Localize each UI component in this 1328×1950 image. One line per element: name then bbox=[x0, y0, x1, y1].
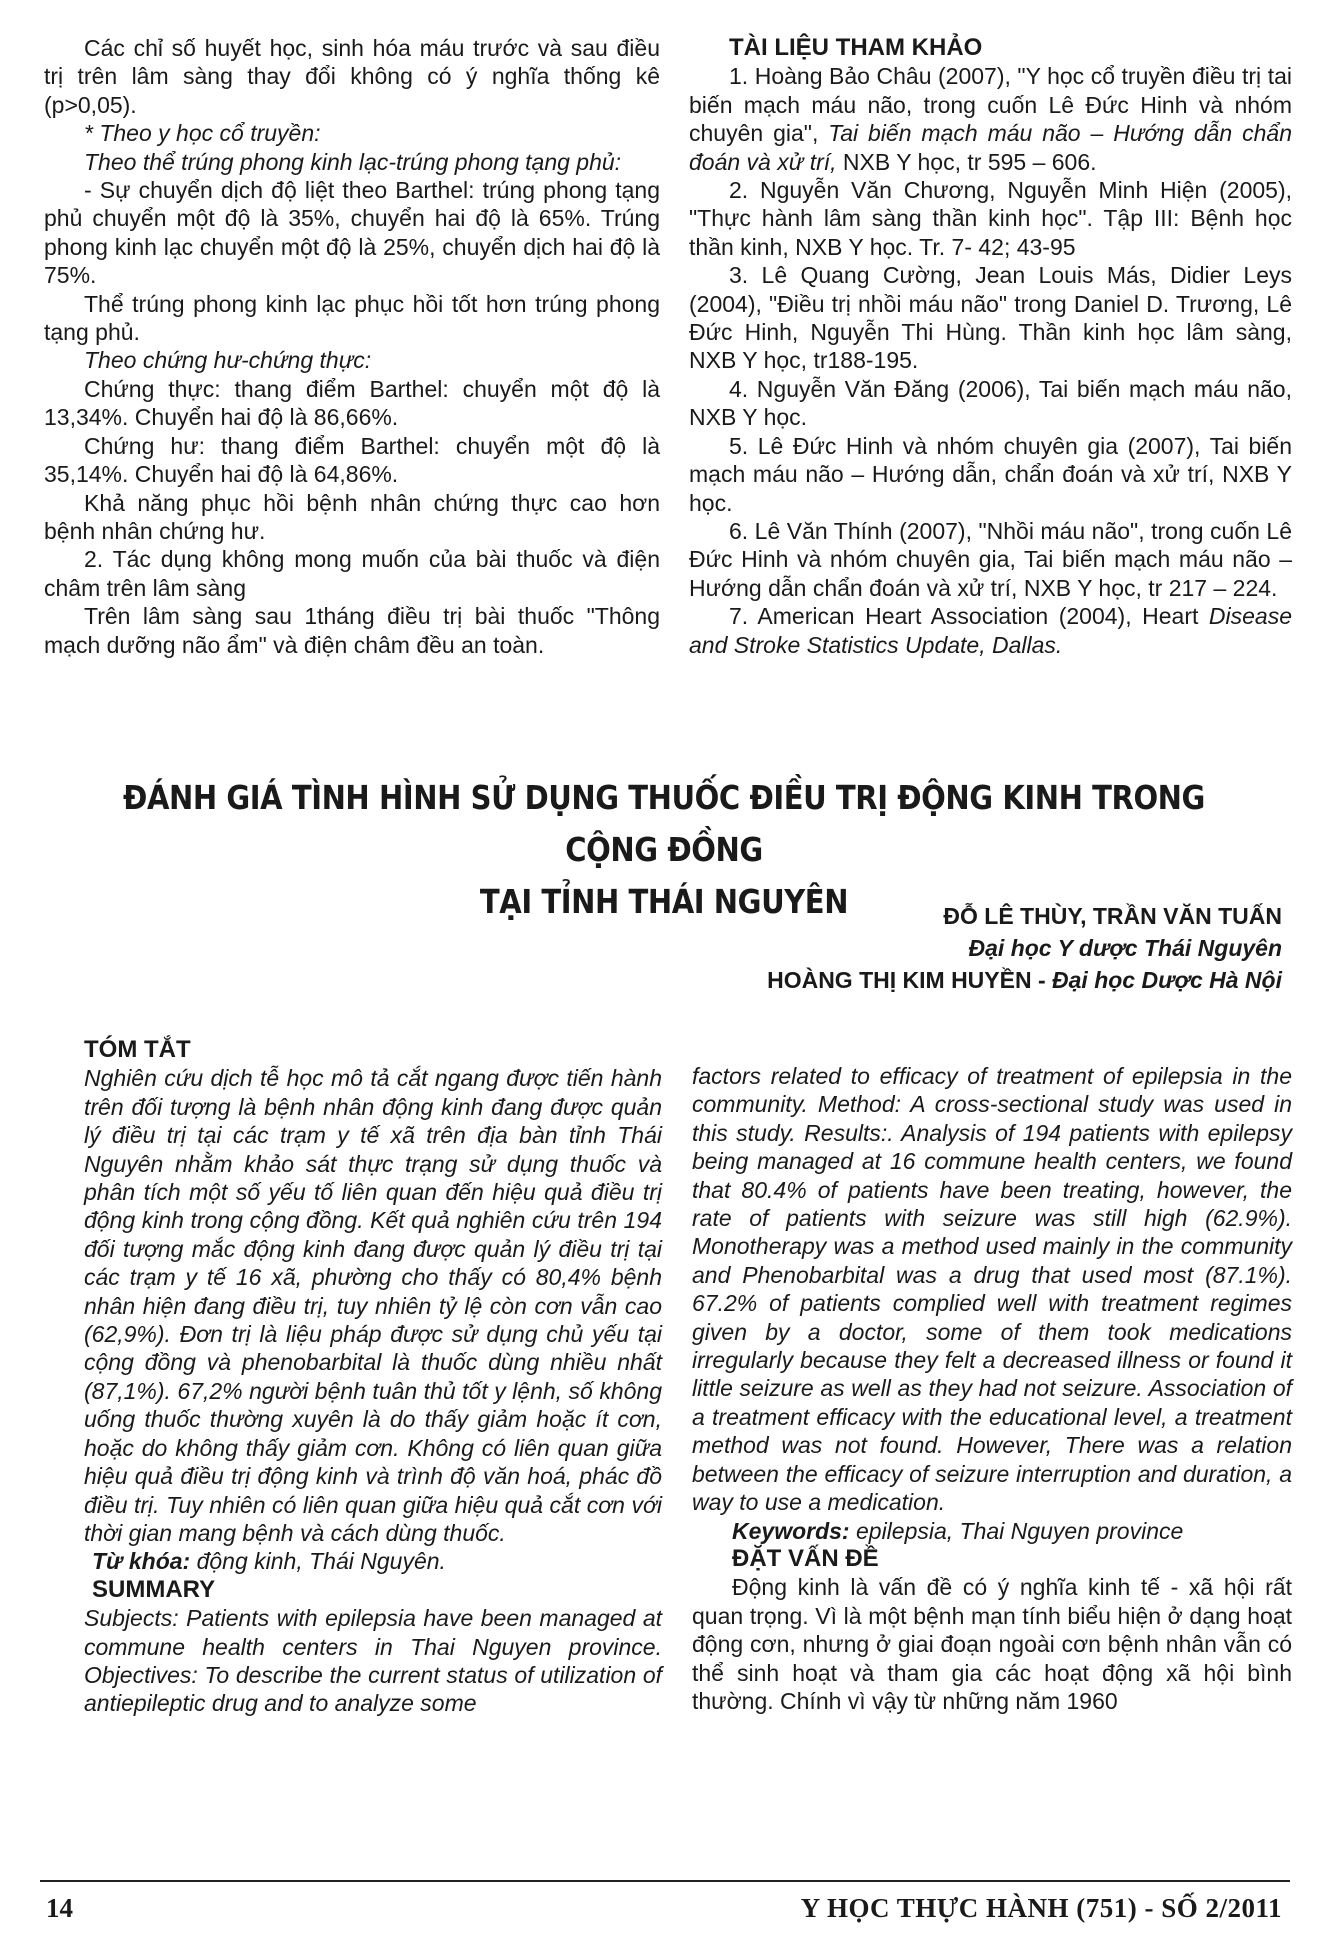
authors-block bbox=[767, 900, 1282, 996]
summary-text: factors related to efficacy of treatment of epilepsia in the community. Method: A cross-sectional study was used in this study. Results:. Analysis of 194 patients with epilepsy being managed at 16 commune health centers, we found that 80.4% of patients have been treating, however, the rate of patients with seizure was still high (62.9%). Monotherapy was a method used mainly in the community and Phenobarbital was a drug that used most (87.1%). 67.2% of patients complied well with treatment regimes given by a doctor, some of them took medications irregularly because they felt a decreased illness or found it little seizure as well as they had not seizure. Association of a treatment efficacy with the educational level, a treatment method was not found. However, There was a relation between the efficacy of seizure interruption and duration, a way to use a medication. bbox=[692, 1063, 1292, 1516]
abstract-column bbox=[84, 1036, 662, 1718]
paragraph: Khả năng phục hồi bệnh nhân chứng thực cao hơn bệnh nhân chứng hư. bbox=[44, 489, 660, 544]
paragraph: Chứng hư: thang điểm Barthel: chuyển một độ là 35,14%. Chuyển hai độ là 64,86%. bbox=[44, 432, 660, 488]
intro-text: Động kinh là vấn đề có ý nghĩa kinh tế - xã hội rất quan trọng. Vì là một bệnh mạn tính biểu hiện ở dạng hoạt động cơn, nhưng ở giai đoạn ngoài cơn bệnh nhân vẫn có thể sinh hoạt và tham gia các hoạt động xã hội bình thường. Chính vì vậy từ những năm 1960 bbox=[692, 1574, 1292, 1714]
affiliation: Đại học Y dược Thái Nguyên bbox=[968, 935, 1282, 961]
reference-text: 1. Hoàng Bảo Châu (2007), "Y học cổ truyền điều trị tai biến mạch máu não, trong cuốn Lê Đức Hinh và nhóm chuyên gia", bbox=[689, 63, 1292, 147]
author-name: HOÀNG THỊ KIM HUYỀN - bbox=[767, 967, 1053, 993]
subheading: Theo thể trúng phong kinh lạc-trúng phong tạng phủ: bbox=[84, 148, 622, 175]
title-line: ĐÁNH GIÁ TÌNH HÌNH SỬ DỤNG THUỐC ĐIỀU TRỊ ĐỘNG KINH TRONG CỘNG ĐỒNG bbox=[123, 778, 1205, 869]
journal-name: Y HỌC THỰC HÀNH (751) - SỐ 2/2011 bbox=[800, 1893, 1282, 1923]
affiliation: Đại học Dược Hà Nội bbox=[1052, 967, 1282, 993]
keywords-label: Keywords: bbox=[732, 1517, 850, 1544]
page-number: 14 bbox=[46, 1893, 73, 1923]
keywords-line bbox=[692, 1517, 1292, 1545]
keywords-label: Từ khóa: bbox=[92, 1548, 191, 1575]
previous-article-column bbox=[44, 34, 660, 659]
intro-heading: ĐẶT VẤN ĐỀ bbox=[732, 1544, 879, 1572]
reference-item bbox=[689, 602, 1292, 659]
reference-item: 4. Nguyễn Văn Đăng (2006), Tai biến mạch máu não, NXB Y học. bbox=[689, 375, 1292, 431]
authors-line bbox=[767, 964, 1282, 996]
reference-title: Tai biến mạch máu não – Hướng dẫn chẩn đoán và xử trí, bbox=[689, 120, 1292, 175]
references-heading: TÀI LIỆU THAM KHẢO bbox=[729, 34, 983, 61]
reference-text: NXB Y học, tr 595 – 606. bbox=[836, 148, 1097, 175]
reference-item: 3. Lê Quang Cường, Jean Louis Más, Didier Leys (2004), "Điều trị nhồi máu não" trong Daniel D. Trương, Lê Đức Hinh, Nguyễn Thi Hùng. Thần kinh học lâm sàng, NXB Y học, tr188-195. bbox=[689, 262, 1292, 374]
abstract-heading: TÓM TẮT bbox=[84, 1036, 191, 1063]
subheading: * Theo y học cổ truyền: bbox=[84, 120, 321, 147]
reference-text: 7. American Heart Association (2004), Heart bbox=[729, 603, 1209, 630]
reference-item: 5. Lê Đức Hinh và nhóm chuyên gia (2007), Tai biến mạch máu não – Hướng dẫn, chẩn đoán và xử trí, NXB Y học. bbox=[689, 432, 1292, 516]
title-line: TẠI TỈNH THÁI NGUYÊN bbox=[479, 882, 849, 921]
references-column bbox=[689, 34, 1292, 659]
paragraph: Thể trúng phong kinh lạc phục hồi tốt hơn trúng phong tạng phủ. bbox=[44, 290, 660, 346]
reference-item bbox=[689, 62, 1292, 176]
reference-item: 6. Lê Văn Thính (2007), "Nhồi máu não", trong cuốn Lê Đức Hinh và nhóm chuyên gia, Tai biến mạch máu não – Hướng dẫn chẩn đoán và xử trí, NXB Y học, tr 217 – 224. bbox=[689, 517, 1292, 601]
summary-continued-column bbox=[692, 1062, 1292, 1715]
keywords-text: epilepsia, Thai Nguyen province bbox=[849, 1517, 1184, 1544]
reference-item: 2. Nguyễn Văn Chương, Nguyễn Minh Hiện (2005), "Thực hành lâm sàng thần kinh học". Tập III: Bệnh học thần kinh, NXB Y học. Tr. 7- 42; 43-95 bbox=[689, 177, 1292, 260]
paragraph: Chứng thực: thang điểm Barthel: chuyển một độ là 13,34%. Chuyển hai độ là 86,66%. bbox=[44, 375, 660, 431]
summary-text: Subjects: Patients with epilepsia have been managed at commune health centers in Thai Nguyen province. Objectives: To describe the current status of utilization of antiepileptic drug and to analyze some bbox=[84, 1605, 662, 1717]
section-heading: 2. Tác dụng không mong muốn của bài thuốc và điện châm trên lâm sàng bbox=[44, 546, 660, 601]
keywords-text: động kinh, Thái Nguyên. bbox=[190, 1548, 446, 1575]
subheading: Theo chứng hư-chứng thực: bbox=[84, 347, 372, 374]
paragraph: Các chỉ số huyết học, sinh hóa máu trước và sau điều trị trên lâm sàng thay đổi không có ý nghĩa thống kê (p>0,05). bbox=[44, 35, 660, 118]
reference-title: Disease and Stroke Statistics Update, Dallas. bbox=[689, 603, 1292, 658]
keywords-line bbox=[84, 1547, 662, 1575]
footer-divider bbox=[40, 1880, 1290, 1882]
summary-heading: SUMMARY bbox=[92, 1575, 216, 1603]
paragraph: Trên lâm sàng sau 1tháng điều trị bài thuốc "Thông mạch dưỡng não ẩm" và điện châm đều an toàn. bbox=[44, 603, 660, 658]
abstract-text: Nghiên cứu dịch tễ học mô tả cắt ngang được tiến hành trên đối tượng là bệnh nhân động kinh đang được quản lý điều trị tại các trạm y tế xã trên địa bàn tỉnh Thái Nguyên nhằm khảo sát thực trạng sử dụng thuốc và phân tích một số yếu tố liên quan đến hiệu quả điều trị động kinh trong cộng đồng. Kết quả nghiên cứu trên 194 đối tượng mắc động kinh đang được quản lý điều trị tại các trạm y tế 16 xã, phường cho thấy có 80,4% bệnh nhân hiện đang điều trị, tuy nhiên tỷ lệ còn cơn vẫn cao (62,9%). Đơn trị là liệu pháp được sử dụng chủ yếu tại cộng đồng và phenobarbital là thuốc dùng nhiều nhất (87,1%). 67,2% người bệnh tuân thủ tốt y lệnh, số không uống thuốc thường xuyên là do thấy giảm hoặc ít cơn, hoặc do không thấy giảm cơn. Không có liên quan giữa hiệu quả điều trị động kinh và trình độ văn hoá, phác đồ điều trị. Tuy nhiên có liên quan giữa hiệu quả cắt cơn với thời gian mang bệnh và cách dùng thuốc. bbox=[84, 1065, 662, 1546]
paragraph: - Sự chuyển dịch độ liệt theo Barthel: trúng phong tạng phủ chuyển một độ là 35%, chuyển hai độ là 65%. Trúng phong kinh lạc chuyển một độ là 25%, chuyển dịch hai độ là 75%. bbox=[44, 177, 660, 289]
authors-line: ĐỖ LÊ THÙY, TRẦN VĂN TUẤN bbox=[943, 903, 1282, 929]
